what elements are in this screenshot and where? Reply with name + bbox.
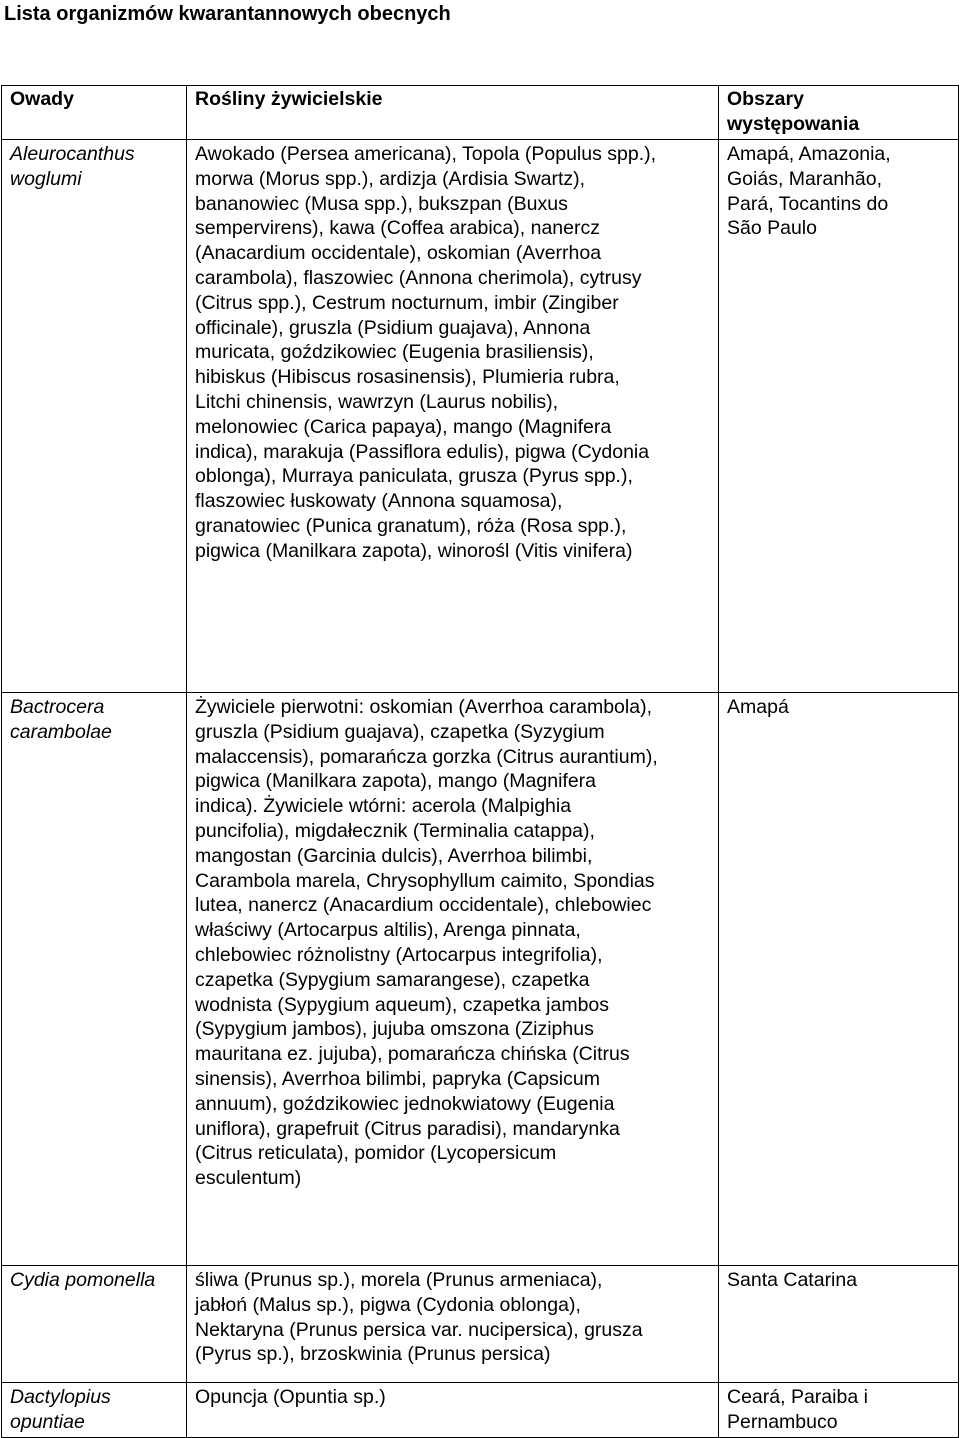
host-line: oblonga), Murraya paniculata, grusza (Pyrus spp.), xyxy=(195,465,633,488)
host-line: mangostan (Garcinia dulcis), Averrhoa bilimbi, xyxy=(195,844,593,867)
area-line: Goiás, Maranhão, xyxy=(727,167,883,190)
host-line: sinensis), Averrhoa bilimbi, papryka (Capsicum xyxy=(195,1067,600,1090)
host-line: officinale), gruszla (Psidium guajava), Annona xyxy=(195,316,591,339)
host-line: sempervirens), kawa (Coffea arabica), nanercz xyxy=(195,217,600,240)
hosts-cell xyxy=(187,1266,719,1383)
table-row xyxy=(2,693,959,1266)
hosts-cell xyxy=(187,1383,719,1438)
areas-cell xyxy=(719,1383,959,1438)
host-line: Opuncja (Opuntia sp.) xyxy=(195,1386,386,1408)
host-line: (Citrus spp.), Cestrum nocturnum, imbir (Zingiber xyxy=(195,291,619,314)
table-row xyxy=(2,140,959,693)
area-line: Amapá, Amazonia, xyxy=(727,143,891,165)
table-header-row xyxy=(2,86,959,140)
area-line: Pernambuco xyxy=(727,1410,838,1433)
host-line: Awokado (Persea americana), Topola (Populus spp.), xyxy=(195,143,657,165)
host-line: morwa (Morus spp.), ardizja (Ardisia Swartz), xyxy=(195,167,586,190)
host-line: indica), marakuja (Passiflora edulis), pigwa (Cydonia xyxy=(195,440,650,463)
insect-name-line: Aleurocanthus xyxy=(10,143,135,165)
areas-cell xyxy=(719,693,959,1266)
host-line: pigwica (Manilkara zapota), winorośl (Vitis vinifera) xyxy=(195,539,633,562)
host-line: wodnista (Sypygium aqueum), czapetka jambos xyxy=(195,993,610,1016)
host-line: (Sypygium jambos), jujuba omszona (Ziziphus xyxy=(195,1018,594,1041)
host-line: melonowiec (Carica papaya), mango (Magnifera xyxy=(195,415,612,438)
host-line: jabłoń (Malus sp.), pigwa (Cydonia oblonga), xyxy=(195,1293,581,1316)
host-line: granatowiec (Punica granatum), róża (Rosa spp.), xyxy=(195,514,627,537)
header-areas-line: występowania xyxy=(727,112,860,135)
host-line: właściwy (Artocarpus altilis), Arenga pinnata, xyxy=(195,919,581,942)
insect-cell xyxy=(2,1383,187,1438)
host-line: pigwica (Manilkara zapota), mango (Magnifera xyxy=(195,770,597,793)
hosts-cell xyxy=(187,693,719,1266)
header-areas xyxy=(719,86,959,140)
header-insects: Owady xyxy=(2,86,187,140)
quarantine-organisms-table xyxy=(1,85,959,1438)
host-line: gruszla (Psidium guajava), czapetka (Syzygium xyxy=(195,720,605,743)
host-line: bananowiec (Musa spp.), bukszpan (Buxus xyxy=(195,192,568,215)
host-line: hibiskus (Hibiscus rosasinensis), Plumieria rubra, xyxy=(195,366,620,389)
host-line: uniflora), grapefruit (Citrus paradisi), mandarynka xyxy=(195,1117,620,1140)
insect-name-line: Dactylopius xyxy=(10,1386,111,1408)
host-line: (Pyrus sp.), brzoskwinia (Prunus persica) xyxy=(195,1343,551,1366)
insect-cell xyxy=(2,693,187,1266)
host-line: indica). Żywiciele wtórni: acerola (Malpighia xyxy=(195,795,572,818)
host-line: mauritana ez. jujuba), pomarańcza chińska (Citrus xyxy=(195,1043,630,1066)
areas-cell xyxy=(719,140,959,693)
insect-name-line: opuntiae xyxy=(10,1410,85,1433)
page-title: Lista organizmów kwarantannowych obecnych xyxy=(4,3,451,25)
table-row xyxy=(2,1266,959,1383)
insect-name-line: carambolae xyxy=(10,720,112,743)
host-line: Nektaryna (Prunus persica var. nucipersica), grusza xyxy=(195,1318,643,1341)
area-line: Ceará, Paraiba i xyxy=(727,1386,868,1408)
header-host-plants: Rośliny żywicielskie xyxy=(187,86,719,140)
host-line: śliwa (Prunus sp.), morela (Prunus armeniaca), xyxy=(195,1269,603,1291)
area-line: Amapá xyxy=(727,696,789,718)
insect-name-line: woglumi xyxy=(10,167,82,190)
host-line: lutea, nanercz (Anacardium occidentale), chlebowiec xyxy=(195,894,652,917)
table-row xyxy=(2,1383,959,1438)
host-line: Litchi chinensis, wawrzyn (Laurus nobilis), xyxy=(195,390,559,413)
host-line: carambola), flaszowiec (Annona cherimola), cytrusy xyxy=(195,266,642,289)
area-line: Pará, Tocantins do xyxy=(727,192,889,215)
host-line: chlebowiec różnolistny (Artocarpus integrifolia), xyxy=(195,943,603,966)
area-line: São Paulo xyxy=(727,217,817,240)
host-line: puncifolia), migdałecznik (Terminalia catappa), xyxy=(195,819,595,842)
insect-cell xyxy=(2,140,187,693)
host-line: annuum), goździkowiec jednokwiatowy (Eugenia xyxy=(195,1092,615,1115)
host-line: Żywiciele pierwotni: oskomian (Averrhoa carambola), xyxy=(195,696,652,718)
host-line: Carambola marela, Chrysophyllum caimito, Spondias xyxy=(195,869,655,892)
insect-name-line: Bactrocera xyxy=(10,696,105,718)
area-line: Santa Catarina xyxy=(727,1269,858,1291)
areas-cell xyxy=(719,1266,959,1383)
insect-cell xyxy=(2,1266,187,1383)
hosts-cell xyxy=(187,140,719,693)
host-line: muricata, goździkowiec (Eugenia brasiliensis), xyxy=(195,341,594,364)
insect-name-line: Cydia pomonella xyxy=(10,1269,156,1291)
host-line: czapetka (Sypygium samarangese), czapetka xyxy=(195,968,590,991)
host-line: flaszowiec łuskowaty (Annona squamosa), xyxy=(195,490,563,513)
host-line: (Citrus reticulata), pomidor (Lycopersicum xyxy=(195,1142,557,1165)
host-line: esculentum) xyxy=(195,1167,302,1190)
host-line: malaccensis), pomarańcza gorzka (Citrus aurantium), xyxy=(195,745,658,768)
host-line: (Anacardium occidentale), oskomian (Averrhoa xyxy=(195,242,602,265)
header-areas-line: Obszary xyxy=(727,88,804,110)
